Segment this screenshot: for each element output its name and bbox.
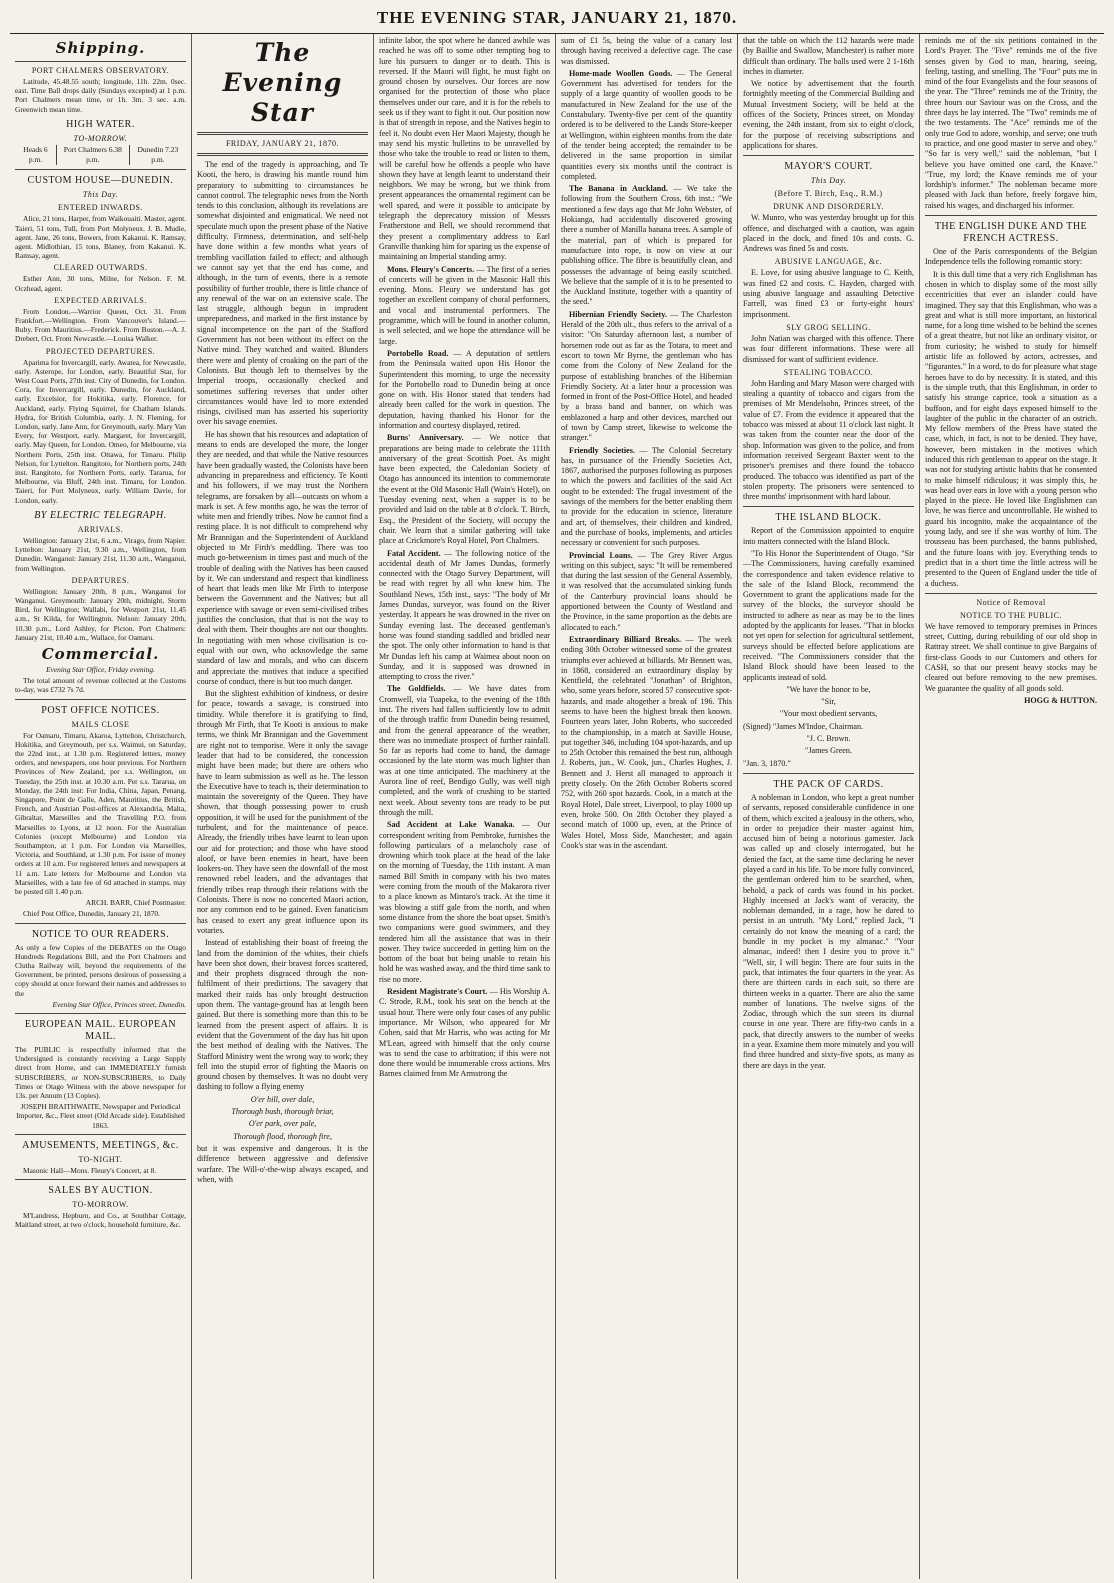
friendly-text: The Colonial Secretary has, in pursuance of the Friendly Societies Act, 1867, authorised the purposes following as purposes to which the powers and facilities of the said Act ought to be extended: The frugal investment of the savings of the members for the better enabling them to provide for the education in science, literature and art, of themselves, their children and kindred, and the purchase of books, implements, and articles necessary or convenient for such purposes. [561,445,732,548]
leader-paragraph: But the slightest exhibition of kindness, or desire for peace, towards a savage, is construed into timidity. While therefore it is gratifying to find, through Mr Firth, that Te Kooti is anxious to make terms, we think Mr Brannigan and the Government are right not to temporise. Were it only the savage leader that had to be considered, the concession might have been made; but there are others who have to learn submission as well as he. The lesson the Executive have to teach is, their determination to maintain the sovereignty of the Queen. They have shown, that though possessing power to crush opposition, it will be used for the punishment of the turbulent, and for the maintenance of peace. Already, the friendly tribes have learnt to lean upon our aid for protection; and those who have stood aloof, or have been enemies in heart, have been lookers-on. They have seen the downfall of the most renowned rebel leaders, and the advantages that friendly tribes reap through their relations with the Colonists. There is now no concerted Maori action, nor any common end to be gained. Even fanaticism has ceased to exert any great influence upon its votaries. [197,689,368,935]
divider [15,1179,186,1180]
friendly-heading: Friendly Societies. [569,445,635,455]
removal-title: NOTICE TO THE PUBLIC. [959,610,1063,620]
arrivals-text: Wellington: January 21st, 6 a.m., Virago, from Napier. Lyttelton: January 21st, 9.30 a.m., Wellington, from Dunedin. Wanganui: January 21st, 11.30 a.m., Wanganui, from Wellington. [15,535,186,573]
drunk-heading: DRUNK AND DISORDERLY. [773,202,884,212]
fleury-heading: Mons. Fleury's Concerts. [387,264,475,274]
sly-heading: SLY GROG SELLING. [786,322,871,332]
observatory-text: Latitude, 45.48.55 south; longitude, 11h. 22m. 0sec. east. Time Ball drops daily (Sundays excepted) at 1 p.m. Port Chalmers mean time, or 1h. 3m. 3 sec. a.m. Greenwich mean time. [15,77,186,114]
island-heading: THE ISLAND BLOCK. [775,512,882,524]
amusements-heading: AMUSEMENTS, MEETINGS, &c. [22,1139,179,1151]
removal-text: We have removed to temporary premises in Princes street, Cutting, during rebuilding of our old shop in Rattray street. We shall continue to give Bargains of first-class Goods to our Customers and others for CASH, so that our present heavy stocks may be cleared out before removing to the new premises. We guarantee the quality of all goods sold. [925,621,1097,693]
cards-text: A nobleman in London, who kept a great number of servants, reposed considerable confidence in one of them, which excited a jealousy in the others, who, in order to prejudice their master against him, accused him of being a notorious gamester. Jack was called up and closely interrogated, but he denied the fact, at the same time declaring he never played a card in his life. To be more fully convinced, the gentleman ordered him to be searched, when, behold, a pack of cards was found in his pocket. Highly incensed at Jack's want of veracity, the nobleman demanded, in a rage, how he dared to persist in an untruth. "My Lord," replied Jack, "I certainly do not know the meaning of a card; the bundle in my pocket is my almanac." "Your almanac, indeed! then I desire you to prove it." "Well, sir, I will begin: There are four suits in the pack, that intimates the four quarters in the year. As there are thirteen cards in each suit, so there are thirteen weeks in a quarter. There are also the same number of lunations. The twelve signs of the Zodiac, through which the sun steers its diurnal course in one year. There are fifty-two cards in a pack, that directly answers to the number of weeks in a year. Examine them more minutely and you will find three hundred and sixty-five spots, as many as there are days in the year. [743,792,914,1070]
court-text: His Worship A. C. Strode, R.M., took his seat on the bench at the usual hour. There were only four cases of any public importance. Mr Wilson, who appeared for Mr Cohen, said that Mr Harris, who was acting for Mr M'Lean, agreed with himself that the only course was to send the case to arbitration; if this were not done there would be innumerable cross actions. Mrs Barnes claimed from Mr Armstrong the [379,987,550,1079]
loans-text: The Grey River Argus writing on this subject, says: "It will be remembered that during the last session of the General Assembly, it was resolved that the accumulated sinking funds of the Canterbury provincial loans should be apportioned between the County of Westland and the Province, in the same proportion as the debts are allocated to each." [561,550,732,632]
island-sign-line: "J. C. Brown. [806,734,851,744]
mail-heading: EUROPEAN MAIL. EUROPEAN MAIL. [24,1019,177,1043]
leader-paragraph: but it was expensive and dangerous. It is the difference between aggressive and defensive warfare. The Will-o'-the-wisp always escaped, and when, with [197,1143,368,1184]
island-sign-line: "Jan. 3, 1870." [743,758,791,768]
customs-heading: CUSTOM HOUSE—DUNEDIN. [27,175,174,187]
island-text: "To His Honor the Superintendent of Otago. "Sir—The Commissioners, having carefully examined the correspondence and taken evidence relative to the sale of the Island Block, recommend the Government to grant the applications made for the survey of the blocks, the surveyor should be instructed to adhere as near as may be to the lines adopted by the applicants for leases. "That in blocks not yet open for selection for agricultural settlement, surveys should be effected before applications are received. "The Commissioners consider that the Island Block should have been leased to the applicants instead of sold. [743,548,914,682]
tide-dunedin: Dunedin 7.23 p.m. [137,144,179,165]
leader-date: FRIDAY, JANUARY 21, 1870. [225,139,340,148]
readers-heading: NOTICE TO OUR READERS. [31,928,170,940]
billiard-text: The week ending 30th October witnessed some of the greatest triumphs ever achieved at billiards. Mr Bennett was, in 1868, considered an extraordinary display by Kentfield, the celebrated "Jonathan" of Brighton, who, some years before, scored 57 consecutive spot-hazards, and made altogether a break of 196. This seems to have been the highest break then known. Fourteen years later, John Roberts, who succeeded to the championship, in a match at Saville House, put together 346, including 104 spot-hazards, and up to 25th October this remained the best run, although J. Roberts, jun., W. Cook, jun., Charles Hughes, J. Bennett and J. Herst all managed to approach it pretty closely. On the 26th October Roberts scored 752, with 260 spot hazards. Cook, in a match at the Royal Hotel, Dale street, Liverpool, to play 1000 up even, broke 500. On 28th October they played a second match of 1000 up, even, at the Prince of Wales Hotel, Moss Side, Manchester, and again Cook's star was in the ascendant. [561,634,732,850]
burns-text: We notice that preparations are being made to celebrate the 111th anniversary of the great Scottish Poet. As might have been expected, the Caledonian Society of Otago has announced its intention to commemorate the event at the Old Masonic Hall (Wain's Hotel), on Tuesday evening next, when a supper is to be provided and laid on the table at 8 o'clock. T. Birch, Esq., the President of the Society, will occupy the chair. We learn that a similar gathering will take place at Crickmore's Royal Hotel, Port Chalmers. [379,433,550,546]
post-heading: POST OFFICE NOTICES. [41,704,160,716]
divider [925,215,1097,216]
island-sign-line: "Sir, [821,697,836,707]
portobello-text: A deputation of settlers from the Peninsula waited upon His Honor the Superintendent this morning, to urge the necessity for the Portobello road to Dunedin being at once gone on with. His Honor stated that tenders had already been called for the work in question. The deputation, having thanked his Honor for the information and courtesy displayed, retired. [379,348,550,430]
commercial-title: Commercial. [41,644,160,663]
goldfields-text: We have dates from Cromwell, via Tuapeka, to the evening of the 18th inst. The rivers had fallen sufficiently low to admit of the through traffic from Dunedin being resumed, and from the general appearance of the weather, there was no immediate prospect of further rainfall. So far as reports had come to hand, the damage occasioned by the late storm was much lighter than was at one time anticipated. The machinery at the Aurora line of reef, Bendigo Gully, was well nigh completed, and the work of crushing to be started next week. About seventy tons are ready to be put through the mill. [379,684,550,817]
column-4: sum of £1 5s, being the value of a canary lost through having received a defective cage. The case was dismissed. Home-made Woollen Goods. — The General Government has advertised for tenders for the supply of a large quantity of woollen goods to be manufactured in New Zealand for the use of the Constabulary. Twenty-five per cent of the quantity ordered is to be delivered to the Lands Store-keeper at Wellington, within eighteen months from the date of the tender being accepted; the remainder to be delivered in the same proportion in similar quantities every six months until the contract is completed. The Banana in Auckland. — We take the following from the Southern Cross, 6th inst.: "We mentioned a few days ago that Mr John Webster, of Hokianga, had accidentally discovered growing there a number of Manilla banana trees. A sample of the material, part of which is prepared for manufacture into rope, is now on view at our publishing office. The fibre is beautifully clean, and possesses the advantage of being easily scutched. We believe that the sample of it is to be presented to the Auckland Institute, together with a quantity of the seed." Hibernian Friendly Society. — The Charleston Herald of the 20th ult., thus refers to the arrival of a visitor: "On Saturday afternoon last, a number of horsemen rode out as far as the Totara, to meet and escort to town Mr Byrne, the gentleman who has come from the Colony of New Zealand for the purpose of establishing branches of the Hibernian Friendly Society. At a later hour a procession was formed in front of the Post-Office Hotel, and headed by a brass band and banner, on which was emblazoned a harp and other devices, marched out of town by Camp street, likewise to welcome the stranger." Friendly Societies. — The Colonial Secretary has, in pursuance of the Friendly Societies Act, 1867, authorised the purposes following as purposes to which the powers and facilities of the said Act ought to be extended: The frugal investment of the savings of the members for the better enabling them to provide for the education in science, literature and art, of themselves, their children and kindred, and the purchase of books, implements, and articles necessary or convenient for such purposes. Provincial Loans. — The Grey River Argus writing on this subject, says: "It will be remembered that during the last session of the General Assembly, it was resolved that the accumulated sinking funds of the Canterbury provincial loans should be apportioned between the County of Westland and the Province, in the same proportion as the debts are allocated to each." Extraordinary Billiard Breaks. — The week ending 30th October witnessed some of the greatest triumphs ever achieved at billiards. Mr Bennett was, in 1868, considered an extraordinary display by Kentfield, the celebrated "Jonathan" of Brighton, who, some years before, scored 57 consecutive spot-hazards, and made altogether a break of 196. This seems to have been the highest break then known. Fourteen years later, John Roberts, who succeeded to the championship, in a match at Saville House, put together 346, including 104 spot-hazards, and up to 25th October this remained the best run, although J. Roberts, jun., W. Cook, jun., Charles Hughes, J. Bennett and J. Herst all managed to approach it pretty closely. On the 26th October Roberts scored 752, with 260 spot hazards. Cook, in a match at the Royal Hotel, Dale street, Liverpool, to play 1000 up even, broke 500. On 28th October they played a second match of 1000 up, even, at the Prince of Wales Hotel, Moss Side, Manchester, and again Cook's star was in the ascendant. [556,34,738,1579]
cards-heading: THE PACK OF CARDS. [773,778,884,790]
departures-heading: DEPARTURES. [71,575,130,585]
fatal-heading: Fatal Accident. [387,548,441,558]
billiard-heading: Extraordinary Billiard Breaks. [569,634,681,644]
divider [743,773,914,774]
commercial-revenue: The total amount of revenue collected at the Customs to-day, was £732 7s 7d. [15,676,186,695]
wanaka-text: Our correspondent writing from Pembroke, furnishes the following particulars of a melancholy case of drowning which took place at the head of the lake on the morning of Tuesday, the 11th instant. A man named Bill Smith in company with his two mates were coming from the mouth of the Makarora river to a place known as Mintaro's track. At the time it was blowing a stiff gale from the north, and when some distance from the shore the boat upset. Smith's two companions were good swimmers, and they tendered him all the assistance that was in their power. They twice succeeded in getting him on the bottom of the boat but being unable to retain his hold he was washed away, and the third time sank to rise no more. [379,820,551,984]
column-1 [10,34,192,1579]
amusements-text: Masonic Hall—Mons. Fleury's Concert, at 8. [23,1165,157,1175]
post-text: For Oamaru, Timaru, Akaroa, Lyttelton, Christchurch, Hokitika, and Greymouth, per s.s. Waimui, on Saturday, the 22nd inst., at 1.30 p.m. Registered letters, money orders, and newspapers, one hour previous. For Northern Provinces of New Zealand, per s.s. Wellington, on Tuesday, the 25th inst. at 10.30 a.m. Per s.s. Tararua, on Monday, the 24th inst: For India, China, Japan, Penang, Singapore, Point de Galle, Aden, Mauritius, the British, French, and Austrian Post-offices at Alexandria, Malta, Gibraltar, Marseilles and the Travelling P.O. from Marseilles to Lyons, at 12 noon. For the Australian Colonies (except Melbourne) and London via Southampton, at 1 p.m. For London via Marseilles, Victoria, and Southland, at 1.30 p.m. For issue of money orders at 10 a.m. For registered letters and newspapers at 11 a.m. Late letters for Melbourne and London via Marseilles, with a late fee of 6d attached in stamps, may be posted till 1.40 p.m. [15,730,186,896]
banana-text: We take the following from the Southern Cross, 6th inst.: "We mentioned a few days ago that Mr John Webster, of Hokianga, had accidentally discovered growing there a number of Manilla banana trees. A sample of the material, part of which is prepared for manufacture into rope, is now on view at our publishing office. The fibre is beautifully clean, and possesses the advantage of being easily scutched. We believe that the sample of it is to be presented to the Auckland Institute, together with a quantity of the seed." [561,184,732,307]
expected-heading: EXPECTED ARRIVALS. [54,295,147,305]
readers-text: As only a few Copies of the DEBATES on the Otago Hundreds Regulations Bill, and the Port Chalmers and Clutha Railway will, beyond the requirements of the Government, be printed, persons desirous of possessing a copy should at once forward their names and addresses to the [15,942,186,998]
divider [15,923,186,924]
cleared-text: Esther Ann, 30 tons, Milne, for Nelson. F. M. Oczhead, agent. [15,274,186,293]
arrivals-heading: ARRIVALS. [77,524,124,534]
article-paragraph: that the table on which the 112 hazards were made (by Baillie and Swallow, Manchester) is rather more difficult than ordinary. The balls used were 2 1-16th inches in diameter. [743,36,914,76]
projected-text: Aparima for Invercargill, early. Awatea, for Newcastle, early. Asterope, for London, early. Beautiful Star, for West Coast Ports, 27th inst. City of Dunedin, for London. Cora, for Invercargill, early. Dunedin, for Auckland, early. Excelsior, for Hokitika, early. Florence, for Auckland, early. Flying Squirrel, for Chatham Islands. Hydra, for British Columbia, early. J. N. Fleming, for London, early. Jane Ann, for Greymouth, early. Mary Van Every, for Westport, early. Margaret, for Invercargill, early. May Queen, for London. Omeo, for Melbourne, via Northern Ports, 25th inst. Ottawa, for Timaru. Philip Nelson, for Lyttelton. Rangitoto, for Northern ports, 24th inst. Rangitoto, for Northern Ports, early. Tararua, for Melbourne, via Bluff, 24th inst. Timaru, for London. Taieri, for Port Molyneux, early. William Davie, for London, early. [15,357,186,505]
burns-heading: Burns' Anniversary. [387,433,464,443]
sly-text: John Natian was charged with this offence. There was four different informations. These were all dismissed for want of sufficient evidence. [743,333,914,364]
leader-paragraph: The end of the tragedy is approaching, and Te Kooti, the hero, is drawing his mantle round him preparatory to submitting to circumstances he cannot control. The telegraphic news from the North tends to this conclusion, although its revelations are somewhat disjointed and enigmatical. We need not speculate much upon the present phase of the Native difficulty. Firmness, determination, and self-help have done within a few months what years of trembling vacillation failed to effect; and although we cannot say yet that the end has come, and although, in the turn of events, there is a remote possibility of further trouble, there is little chance of any renewal of the war on an extensive scale. The last struggle, although begun in imprudent unpreparedness, and marked in the first instance by signal incompetence on the part of the Stafford Government has not been without its effect on the Native mind. They watched and waited. Blunders there were and plenty of croaking on the part of the Colonists. But though left to themselves by the Imperial troops, occasionally checked and sometimes suffering reverses that under other circumstances would have led to more extended risings, civilised man has asserted his superiority over his savage enemies. [197,160,368,427]
entered-heading: ENTERED INWARDS. [58,203,143,213]
column-5 [738,34,920,1579]
article-paragraph: sum of £1 5s, being the value of a canary lost through having received a defective cage. The case was dismissed. [561,36,732,66]
hibernian-text: The Charleston Herald of the 20th ult., thus refers to the arrival of a visitor: "On Saturday afternoon last, a number of horsemen rode out as far as the Totara, to meet and escort to town Mr Byrne, the gentleman who has come from the Colony of New Zealand for the purpose of establishing branches of the Hibernian Friendly Society. At a later hour a procession was formed in front of the Post-Office Hotel, and headed by a brass band and banner, on which was emblazoned a harp and other devices, marched out of town by Camp street, likewise to welcome the stranger." [561,309,732,443]
goldfields-heading: The Goldfields. [387,684,446,694]
leader-paragraph: He has shown that his resources and adaptation of means to ends are developed the more, the longer they are needed, and that while the Native resources have been gradually wasted, the Colonists have been advancing in preparedness and efficiency. Te Kooti and his followers, if we may trust the Northern telegrams, are forsaken by all—outcasts on whom a mark is set. A few months ago, he was the terror of white men and friendly tribes. Now he cannot find a resting place. It is not difficult to comprehend why Mr Brannigan and the Superintendent of Auckland objected to Mr Firth's meddling. There was too much go-betweenism in times past and much of the trouble of dealing with the Natives has been caused by it. We can understand and respect that kindliness of heart that leads men like Mr Firth to interpose between the Government and the Natives; but all experience with savage or even semi-civilised tribes justifies the conclusion, that that is not the way to deal with them. Their thoughts are not our thoughts. In negotiating with men whose civilisation is co-equal with our own, who acknowledge the same standard of law and morals, and who can discern and appreciate the motives that induce a specified course of conduct, there is but too much danger. [197,429,368,686]
sales-text: M'Landress, Hepburn, and Co., at Southbar Cottage, Maitland street, at two o'clock, household furniture, &c. [15,1211,186,1230]
banana-heading: The Banana in Auckland. [569,184,668,194]
woollen-heading: Home-made Woollen Goods. [569,68,673,78]
post-sign-date: Chief Post Office, Dunedin, January 21, 1870. [23,909,160,919]
mails-close-heading: MAILS CLOSE [71,719,130,729]
cleared-heading: CLEARED OUTWARDS. [53,263,148,273]
column-2 [192,34,374,1579]
newspaper-flag: The Evening Star [222,38,343,127]
high-water-heading: HIGH WATER. [66,118,135,130]
tide-port-chalmers: Port Chalmers 6.38 p.m. [56,145,129,166]
divider [197,132,368,135]
shipping-title: Shipping. [55,39,146,57]
tide-heads: Heads 6 p.m. [15,145,56,166]
duke-text: It is this dull time that a very rich Englishman has chosen in which to display some of the most silly eccentricities that ever an islander could have imagined. They say that this Englishman, who was a great and what is still more important, an historical name, for a long time wished to be behind the scenes of a great theatre, but not like an ordinary visitor, or from curiosity; he wished to study for himself artistic life as followed by actors, actresses, and "figurantes." In a word, to do for pleasure what stage heroes have to do by necessity. It is stated, and this is the simple truth, that this Englishman, in order to satisfy his strange caprice, took a situation as a buffoon, and for eight days exposed himself to the laughter of the public in the character of an ostrich. My fellow members of the Press have stated the case, which, in fact, is not to be denied. They have, however, been mistaken in the motives which induced this rich gentleman to appear on the stage. It was not for studying artistic habits that he consented to make himself ridiculous; it was simply this, he was head over ears in love with a young person who played in the piece. He loved like Englishmen can love, he was fierce and uncontrollable. He wished to guard his incognito, make the acquaintance of the young lady, and see if she was worthy of him. The trousseau has been purchased, the banns published, and the future loans with joy. Everything tends to predict that in a short time the little actress will be presented to the Queen of England under the title of a duchess. [925,269,1097,588]
duke-heading: THE ENGLISH DUKE AND THE FRENCH ACTRESS. [934,221,1088,245]
fatal-text: The following notice of the accidental death of Mr James Dundas, formerly connected with the Otago Survey Department, will be read with regret by all who knew him. The Southland News, 15th inst., says: "The body of Mr James Dundas, surveyor, was found on the River yesterday. It appears he was drowned in the river on Sunday evening last. The deceased gentleman's horse was found standing saddled and bridled near the spot. The only other information to hand is that Mr Dundas left his camp at Waimea about noon on Sunday, and it is supposed was drowned in attempting to cross the river." [379,548,550,682]
loans-heading: Provincial Loans. [569,550,633,560]
projected-heading: PROJECTED DEPARTURES. [45,346,156,356]
divider [743,506,914,507]
verse-line: Thorough bush, thorough briar, [231,1107,334,1117]
readers-sign: Evening Star Office, Princes street, Dunedin. [52,999,186,1009]
article-paragraph: We notice by advertisement that the fourth fortnightly meeting of the Commercial Building and Mutual Investment Society, will be held at the offices of the Society, Princes street, on Monday evening, the 24th instant, from six to eight o'clock, for the purpose of receiving subscriptions and applications for shares. [743,79,914,150]
tide-table [15,145,186,166]
columns [10,34,1104,1579]
leader-paragraph: Instead of establishing their boast of freeing the land from the dominion of the whites, their chiefs have been shot down, their bravest forces scattered, and their prophets disgraced through the non-fulfilment of their predictions. The savagery that marked their raids has only brought destruction upon them. The vantage-ground has at length been gained. But there is something more than this to be learned from the present aspect of affairs. It is evident that the Government of the day has hit upon the best method of dealing with the Natives. The Stafford Ministry went the wrong way to work; they fell into the stupid error of fighting the Maoris on ground chosen by themselves. It was no doubt very dashing to follow a flying enemy [197,938,368,1092]
island-sign-line: "We have the honor to be, [786,684,871,694]
island-intro: Report of the Commission appointed to enquire into matters connected with the Island Block. [743,526,914,546]
removal-heading: Notice of Removal [976,597,1046,607]
entered-text: Alice, 21 tons, Harper, from Waikouaiti. Master, agent. Taieri, 51 tons, Tull, from Port Molyneux. J. B. Mudie, agent. Jane, 26 tons, Bowers, from Kakanui. K. Ramsay, agent. Midlothian, 15 tons, Blaney, from Kakanui. K. Ramsay, agent. [15,214,186,261]
abusive-text: E. Love, for using abusive language to C. Keith, was fined £2 and costs. C. Hayden, charged with using abusive language and assaulting Detective Farrell, was fined £3 or forty-eight hours' imprisonment. [743,268,914,319]
mayor-this-day: This Day. [810,176,847,186]
masthead: THE EVENING STAR, JANUARY 21, 1870. [10,8,1104,34]
sales-heading: SALES BY AUCTION. [48,1185,153,1197]
woollen-text: The General Government has advertised for tenders for the supply of a large quantity of woollen goods to be manufactured in New Zealand for the use of the Constabulary. Twenty-five per cent of the quantity ordered is to be delivered to the Lands Store-keeper at Wellington, within eighteen months from the date of the tender being accepted; the remainder to be delivered in the same proportion in similar quantities every six months until the contract is completed. [561,68,732,181]
expected-text: From London.—Warrior Queen, Oct. 31. From Frankfort.—Wellington. From Vancouver's Island.—Ruby. From Mauritius.—Frederick. From Boston.—A. J. Drebert, Oct. From Newcastle.—Louisa Walker. [15,306,186,344]
column-6 [920,34,1102,1579]
hibernian-heading: Hibernian Friendly Society. [569,309,667,319]
verse-line: O'er hill, over dale, [250,1094,315,1104]
divider [15,699,186,700]
removal-sign: HOGG & HUTTON. [1024,695,1097,705]
mail-text: The PUBLIC is respectfully informed that the Undersigned is constantly receiving a Large Supply direct from Home, and can IMMEDIATELY furnish SUBSCRIBERS, or NON-SUBSCRIBERS, to Daily Times or Otago Witness with the above newspaper for 13s. per Annum (13 Copies). [15,1045,186,1101]
tobacco-heading: STEALING TOBACCO. [783,367,874,377]
departures-text: Wellington: January 20th, 8 p.m., Wanganui for Wanganui. Greymouth: January 20th, midnight, Storm Bird, for Wellington; Wallabi, for Westport 21st, 11.45 a.m., St Kilda, for Wellington. Nelson: January 20th, 10.30 p.m., Lord Ashley, for Picton. Port Chalmers: January 21st, 10.40 a.m., Wallace, for Oamaru. [15,586,186,642]
island-sign-line: "James Green. [805,746,852,756]
divider [15,1134,186,1135]
article-paragraph: reminds me of the six petitions contained in the Lord's Prayer. The "Five" reminds me of the five senses given by God to man, hearing, seeing, feeling, tasting, and smelling. The "Four" puts me in mind of the four Evangelists and the four seasons of the year. The "Three" reminds me of the Trinity, the three hours our Saviour was on the Cross, and the three days he lay interred. The "Two" reminds me of the two testaments. The "Ace" reminds me of the only true God to adore, worship, and serve; one truth to practice, and one good master to serve and obey." "So far is very well," said the nobleman, "but I believe you have omitted one card, the Knave." "True, my lord; the Knave reminds me of your lordship's informer." The nobleman became more pleased with Jack than before, freely forgave him, raised his wages, and discharged his informer. [925,36,1097,210]
divider [15,61,186,62]
drunk-text: W. Munro, who was yesterday brought up for this offence, and discharged with a caution, was again placed in the dock, and fined 10s and costs. G. Andrews was fined 5s and costs. [743,213,914,254]
portobello-heading: Portobello Road. [387,348,449,358]
divider [15,169,186,170]
abusive-heading: ABUSIVE LANGUAGE, &c. [774,257,883,267]
divider [197,153,368,156]
telegraph-heading: BY ELECTRIC TELEGRAPH. [34,509,167,521]
divider [925,593,1097,594]
verse-line: Thorough flood, thorough fire, [233,1131,332,1141]
article-paragraph: infinite labor, the spot where he danced awhile was reached he was off to some other tempting bog to lure his pursuers to danger or to death. This is reversed. If the Maori will fight, he must fight on ground chosen by ourselves. Our forces are now organised for the protection of those who place themselves under our care, and it is for the rebels to seek us if they want to fight it out. Our position now is that of strength in repose, and the Natives begin to feel it. No doubt even Her Maori Majesty, though he may send his mystic bulletins to be unravelled by those who take the trouble to read or listen to them, will be careful how he offends a people who have shown they have at length learnt to understand their neighbors. We may be wrong, but we think from present appearances the ornamental regiment can be well spared, and were it possible to anticipate by telegraph the deprecatory mission of Messrs Featherstone and Bell, we should recommend that they present a complimentary address to Earl Granville thanking him for sparing us the expense of maintaining an Imperial standing army. [379,36,550,262]
divider [15,1013,186,1014]
sales-tomorrow: TO-MORROW. [72,1200,129,1210]
fleury-text: The first of a series of concerts will be given in the Masonic Hall this evening. Mons. Fleury we understand has got together an excellent company of choral performers, and vocal and instrumental performers. The programme, which will be found in another column, is well selected, and we hope the attendance will be large. [379,264,551,346]
verse-line: O'er park, over pale, [248,1119,317,1129]
mail-sign: JOSEPH BRAITHWAITE, Newspaper and Periodical Importer, &c., Fleet street (Old Arcade side). Established 1863. [16,1102,185,1130]
tobacco-text: John Harding and Mary Mason were charged with stealing a quantity of tobacco and cigars from the premises of Mr Mendelsohn, Princes street, of the value of £7. From the evidence it appeared that the tobacco was missed at about 11 o'clock last night. It was taken from the counter near the door of the shop. Information was given to the police, and from information received Sergeant Baxter went to the prisoner's premises and there found the tobacco produced. The tobacco was identified as part of the stolen property. The prisoners were sentenced to three months' imprisonment with hard labour. [743,378,914,502]
wanaka-heading: Sad Accident at Lake Wanaka. [387,820,515,830]
duke-intro: One of the Paris correspondents of the Belgian Independence tells the following romantic story: [925,247,1097,267]
mayor-court-heading: MAYOR'S COURT. [784,161,873,173]
mayor-before: (Before T. Birch, Esq., R.M.) [774,189,883,199]
court-heading: Resident Magistrate's Court. [387,987,488,997]
observatory-heading: PORT CHALMERS OBSERVATORY. [31,66,170,75]
island-sign-line: "Your most obedient servants, [779,709,878,719]
amusements-tonight: TO-NIGHT. [78,1154,123,1164]
column-3: infinite labor, the spot where he danced awhile was reached he was off to some other tempting bog to lure his pursuers to danger or to death. This is reversed. If the Maori will fight, he must fight on ground chosen by ourselves. Our forces are now organised for the protection of those who place themselves under our care, and it is for the rebels to seek us if they want to fight it out. Our position now is that of strength in repose, and the Natives begin to feel it. No doubt even Her Maori Majesty, though he may send his mystic bulletins to be unravelled by those who take the trouble to read or listen to them, will be careful how he offends a people who have shown they have at length learnt to understand their neighbors. We may be wrong, but we think from present appearances the ornamental regiment can be well spared, and were it possible to anticipate by telegraph the deprecatory mission of Messrs Featherstone and Bell, we should recommend that they present a complimentary address to Earl Granville thanking him for sparing us the expense of maintaining an Imperial standing army. Mons. Fleury's Concerts. — The first of a series of concerts will be given in the Masonic Hall this evening. Mons. Fleury we understand has got together an excellent company of choral performers, and vocal and instrumental performers. The programme, which will be found in another column, is well selected, and we hope the attendance will be large. Portobello Road. — A deputation of settlers from the Peninsula waited upon His Honor the Superintendent this morning, to urge the necessity for the Portobello road to Dunedin being at once gone on with. His Honor stated that tenders had already been called for the work in question. The deputation, having thanked his Honor for the information and courtesy displayed, retired. Burns' Anniversary. — We notice that preparations are being made to celebrate the 111th anniversary of the great Scottish Poet. As might have been expected, the Caledonian Society of Otago has announced its intention to commemorate the event at the Old Masonic Hall (Wain's Hotel), on Tuesday evening next, when a supper is to be provided and laid on the table at 8 o'clock. T. Birch, Esq., the President of the Society, will occupy the chair. We learn that a similar gathering will take place at Crickmore's Royal Hotel, Port Chalmers. Fatal Accident. — The following notice of the accidental death of Mr James Dundas, formerly connected with the Otago Survey Department, will be read with regret by all who knew him. The Southland News, 15th inst., says: "The body of Mr James Dundas, surveyor, was found on the River yesterday. It appears he was drowned in the river on Sunday evening last. The deceased gentleman's horse was found standing saddled and bridled near the spot. The only other information to hand is that Mr Dundas left his camp at Waimea about noon on Sunday, and it is supposed was drowned in attempting to cross the river." The Goldfields. — We have dates from Cromwell, via Tuapeka, to the evening of the 18th inst. The rivers had fallen sufficiently low to admit of the through traffic from Dunedin being resumed, and from the general appearance of the weather, there was no immediate prospect of further rainfall. So far as reports had come to hand, the damage occasioned by the late storm was much lighter than was at one time anticipated. The machinery at the Aurora line of reef, Bendigo Gully, was well nigh completed, and the work of crushing to be started next week. About seventy tons are ready to be put through the mill. Sad Accident at Lake Wanaka. — Our correspondent writing from Pembroke, furnishes the following particulars of a melancholy case of drowning which took place at the head of the lake on the morning of Tuesday, the 11th instant. A man named Bill Smith in company with his two mates were coming from the mouth of the Makarora river to a place known as Mintaro's track. At the time it was blowing a stiff gale from the north, and when some distance from the shore the boat upset. Smith's two companions were good swimmers, and they tendered him all the assistance that was in their power. They twice succeeded in getting him on the bottom of the boat but being unable to retain his hold he was washed away, and the third time sank to rise no more. Resident Magistrate's Court. — His Worship A. C. Strode, R.M., took his seat on the bench at the usual hour. There were only four cases of any public importance. Mr Wilson, who appeared for Mr Cohen, said that Mr Harris, who was acting for Mr M'Lean, agreed with himself that the only course was to send the case to arbitration; if this were not done there would be innumerable cross actions. Mrs Barnes claimed from Mr Armstrong the [374,34,556,1579]
commercial-office: Evening Star Office, Friday evening. [46,664,155,674]
tomorrow-label: TO-MORROW. [73,133,128,143]
this-day-label: This Day. [82,190,119,200]
island-sign-line: (Signed) "James M'Indoe, Chairman. [743,721,864,731]
divider [743,155,914,156]
post-sign: ARCH. BARR, Chief Postmaster. [85,898,186,908]
